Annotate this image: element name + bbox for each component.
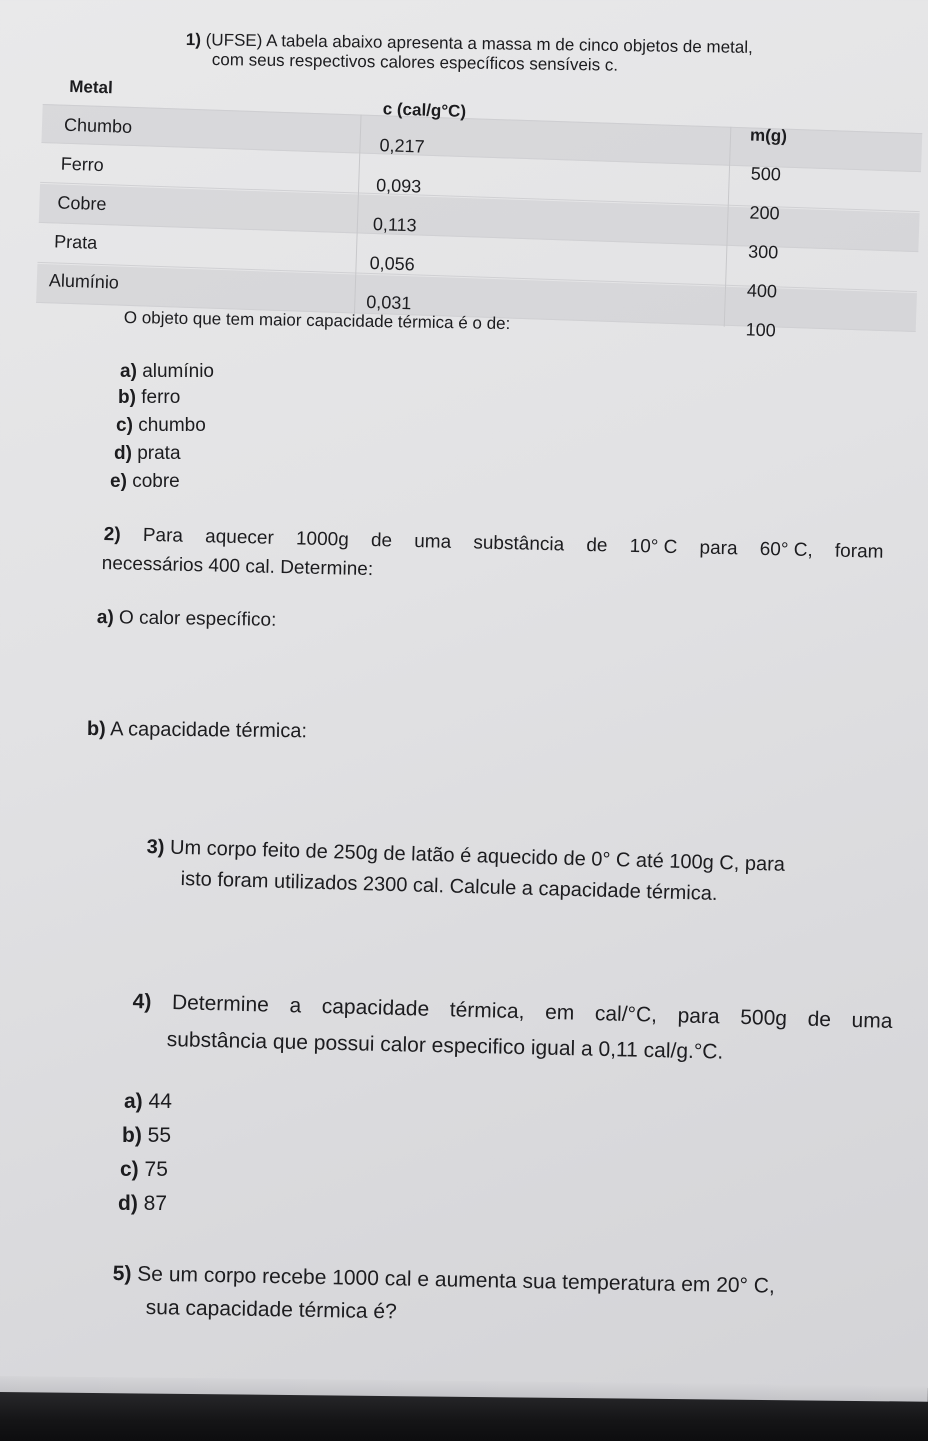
q5-number: 5) xyxy=(112,1262,132,1286)
cell-m: 100 xyxy=(745,319,777,341)
q3-line2: isto foram utilizados 2300 cal. Calcule a capacidade térmica. xyxy=(180,868,718,905)
item-text: A capacidade térmica: xyxy=(110,718,308,743)
q4-word: em xyxy=(544,1000,575,1025)
q4-word: para xyxy=(677,1004,720,1029)
q1-intro-line2: com seus respectivos calores específicos sensíveis c. xyxy=(211,50,619,75)
q2-item-a xyxy=(97,607,277,632)
q1-option-d xyxy=(114,443,181,465)
q4-word: térmica, xyxy=(449,998,525,1024)
option-letter: b) xyxy=(118,387,136,408)
cell-c: 0,113 xyxy=(372,213,417,236)
cell-c: 0,031 xyxy=(366,291,412,314)
q4-number: 4) xyxy=(132,990,152,1014)
option-text: prata xyxy=(137,443,181,464)
cell-m: 300 xyxy=(747,241,779,263)
q2-word: Para xyxy=(142,524,184,547)
option-text: 55 xyxy=(147,1124,172,1147)
q2-word: de xyxy=(370,530,393,552)
q1-number: 1) xyxy=(185,30,202,50)
q3-text-1: Um corpo feito de 250g de latão é aquecido de 0° C até 100g C, para xyxy=(169,836,786,876)
option-letter: c) xyxy=(116,415,133,436)
option-text: 75 xyxy=(144,1158,168,1181)
q2-word: foram xyxy=(834,540,884,563)
q1-question: O objeto que tem maior capacidade térmica é o de: xyxy=(123,308,511,334)
q1-option-b xyxy=(118,387,180,409)
q2-word: 60° C, xyxy=(759,538,813,562)
option-letter: e) xyxy=(110,471,127,492)
q5-text-1: Se um corpo recebe 1000 cal e aumenta sua temperatura em 20° C, xyxy=(137,1262,776,1298)
option-letter: d) xyxy=(118,1192,138,1215)
q2-word: 1000g xyxy=(295,528,350,551)
cell-m: 500 xyxy=(750,163,782,185)
cell-c: 0,093 xyxy=(375,175,422,197)
q4-line1 xyxy=(132,990,892,1034)
q1-intro-text-1: (UFSE) A tabela abaixo apresenta a massa m de cinco objetos de metal, xyxy=(205,30,753,57)
q4-word: 500g xyxy=(739,1005,788,1031)
cell-metal: Cobre xyxy=(57,192,107,215)
q4-word: uma xyxy=(851,1008,893,1033)
item-letter: b) xyxy=(86,718,106,741)
cell-c: 0,217 xyxy=(379,135,425,157)
item-text: O calor específico: xyxy=(118,607,277,631)
cell-metal: Alumínio xyxy=(48,270,120,293)
header-c: c (cal/g°C) xyxy=(382,99,467,122)
q1-option-a xyxy=(120,361,214,383)
cell-c: 0,056 xyxy=(369,252,416,275)
q2-word: 10° C xyxy=(629,535,678,559)
option-text: 44 xyxy=(148,1090,172,1113)
q3-number: 3) xyxy=(146,836,165,859)
q2-line2: necessários 400 cal. Determine: xyxy=(101,553,374,581)
item-letter: a) xyxy=(96,607,114,629)
option-text: chumbo xyxy=(138,415,206,436)
option-text: cobre xyxy=(132,471,180,492)
option-text: 87 xyxy=(143,1192,168,1215)
header-m: m(g) xyxy=(749,125,788,146)
cell-m: 400 xyxy=(746,280,778,302)
q2-word: para xyxy=(699,537,738,560)
q2-word: aquecer xyxy=(204,526,275,549)
cell-metal: Ferro xyxy=(60,153,105,176)
header-metal: Metal xyxy=(69,76,114,98)
q1-option-e xyxy=(110,471,180,493)
q5-line1 xyxy=(113,1262,775,1299)
option-letter: a) xyxy=(120,361,137,382)
option-letter: d) xyxy=(114,443,132,464)
option-letter: b) xyxy=(122,1124,142,1147)
option-text: ferro xyxy=(141,387,181,408)
q4-word: de xyxy=(807,1007,832,1032)
q4-line2: substância que possui calor especifico igual a 0,11 cal/g.°C. xyxy=(166,1028,724,1064)
q4-option-b xyxy=(122,1124,171,1148)
q2-word: substância xyxy=(473,532,565,556)
q2-word: uma xyxy=(414,531,452,553)
option-letter: a) xyxy=(124,1090,143,1113)
q5-line2: sua capacidade térmica é? xyxy=(145,1296,397,1324)
q4-option-c xyxy=(120,1158,168,1182)
cell-metal: Chumbo xyxy=(63,114,133,137)
q2-number: 2) xyxy=(103,524,121,546)
q2-word: de xyxy=(586,534,608,557)
q4-word: cal/°C, xyxy=(594,1002,658,1027)
q1-option-c xyxy=(116,415,206,437)
q4-word: capacidade xyxy=(321,994,430,1021)
metal-table xyxy=(36,66,928,342)
q2-item-b xyxy=(87,718,307,743)
q4-word: Determine xyxy=(171,991,270,1017)
option-text: alumínio xyxy=(142,361,215,382)
cell-metal: Prata xyxy=(53,231,98,253)
q4-option-a xyxy=(124,1090,172,1114)
q4-option-d xyxy=(118,1192,167,1216)
option-letter: c) xyxy=(120,1158,139,1181)
cell-m: 200 xyxy=(749,202,780,224)
q4-word: a xyxy=(289,994,302,1018)
